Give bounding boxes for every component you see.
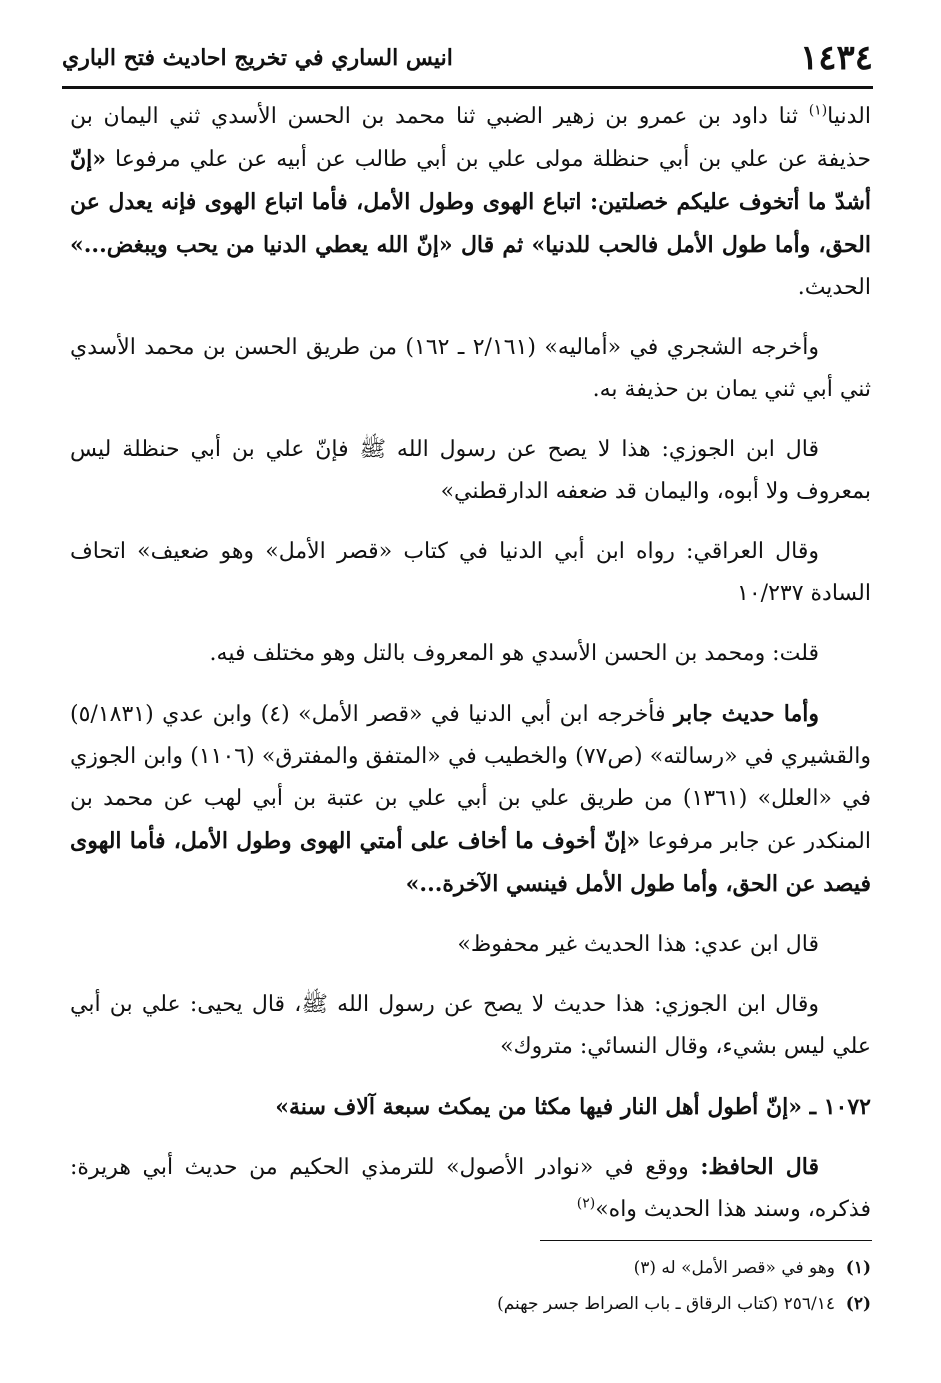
section-lead: وأما حديث جابر	[674, 701, 820, 727]
footnotes	[120, 1250, 871, 1322]
text-run: فأخرجه ابن أبي الدنيا في «قصر الأمل» (٤) وابن عدي (٥/١٨٣١) والقشيري في «رسالته» (ص٧٧) والخطيب في «المتفق والمفترق» (١١٠٦) وابن الجوزي في «العلل» (١٣٦١) من طريق علي بن أبي علي بن عتبة بن أبي لهب عن محمد بن المنكدر عن جابر مرفوعا	[70, 702, 871, 854]
footnote-text: وهو في «قصر الأمل» له (٣)	[633, 1258, 835, 1278]
text-run: الحديث.	[797, 275, 871, 300]
footnote-rule	[540, 1240, 872, 1241]
page-header	[62, 34, 873, 82]
section-lead: قال الحافظ:	[700, 1154, 819, 1180]
paragraph-shajari: وأخرجه الشجري في «أماليه» (٢/١٦١ ـ ١٦٢) من طريق الحسن بن محمد الأسدي ثني أبي ثني يمان بن حذيفة به.	[70, 335, 871, 402]
text-run: ثنا داود بن عمرو بن زهير الضبي ثنا محمد بن الحسن الأسدي ثني اليمان بن حذيفة عن علي بن أبي حنظلة مولى علي بن أبي طالب عن أبيه عن علي مرفوعا	[70, 104, 871, 172]
footnote-ref-1: (١)	[808, 102, 828, 119]
footnote-item	[120, 1286, 871, 1322]
page-number: ١٤٣٤	[799, 38, 873, 78]
paragraph-ibn-jawzi-2: وقال ابن الجوزي: هذا حديث لا يصح عن رسول الله ﷺ، قال يحيى: علي بن أبي علي ليس بشيء، وقال النسائي: متروك»	[70, 992, 871, 1059]
hadith-text: «إنّ أخوف ما أخاف على أمتي الهوى وطول الأمل، فأما الهوى فيصد عن الحق، وأما طول الأمل فينسي الآخرة...»	[70, 828, 871, 897]
header-rule	[62, 86, 873, 89]
paragraph-ibn-jawzi: قال ابن الجوزي: هذا لا يصح عن رسول الله ﷺ فإنّ علي بن أبي حنظلة ليس بمعروف ولا أبوه، واليمان قد ضعفه الدارقطني»	[70, 437, 871, 504]
hadith-text: «إنّ أشدّ ما أتخوف عليكم خصلتين: اتباع الهوى وطول الأمل، فأما اتباع الهوى فإنه يعدل عن الحق، وأما طول الأمل فالحب للدنيا» ثم قال «إنّ الله يعطي الدنيا من يحب ويبغض...»	[70, 146, 871, 258]
footnote-item	[120, 1250, 871, 1286]
text-run: ووقع في «نوادر الأصول» للترمذي الحكيم من حديث أبي هريرة: فذكره، وسند هذا الحديث واه»	[70, 1155, 871, 1222]
paragraph-isnad	[70, 96, 871, 309]
paragraph-hafiz	[70, 1146, 871, 1231]
body-text	[70, 96, 871, 1249]
paragraph-jabir	[70, 693, 871, 906]
footnote-number: (١)	[845, 1258, 871, 1278]
paragraph-qultu: قلت: ومحمد بن الحسن الأسدي هو المعروف بالتل وهو مختلف فيه.	[209, 641, 819, 666]
paragraph-ibn-adi: قال ابن عدي: هذا الحديث غير محفوظ»	[457, 932, 819, 957]
text-run: الدنيا	[827, 104, 871, 129]
paragraph-iraqi: وقال العراقي: رواه ابن أبي الدنيا في كتاب «قصر الأمل» وهو ضعيف» اتحاف السادة ١٠/٢٣٧	[70, 539, 871, 606]
footnote-number: (٢)	[845, 1294, 871, 1314]
hadith-heading-1072: ١٠٧٢ ـ «إنّ أطول أهل النار فيها مكثا من يمكث سبعة آلاف سنة»	[275, 1094, 871, 1120]
running-title: انيس الساري في تخريج احاديث فتح الباري	[62, 45, 453, 71]
footnote-ref-2: (٢)	[576, 1195, 596, 1212]
footnote-text: ٢٥٦/١٤ (كتاب الرقاق ـ باب الصراط جسر جهنم)	[497, 1294, 835, 1314]
